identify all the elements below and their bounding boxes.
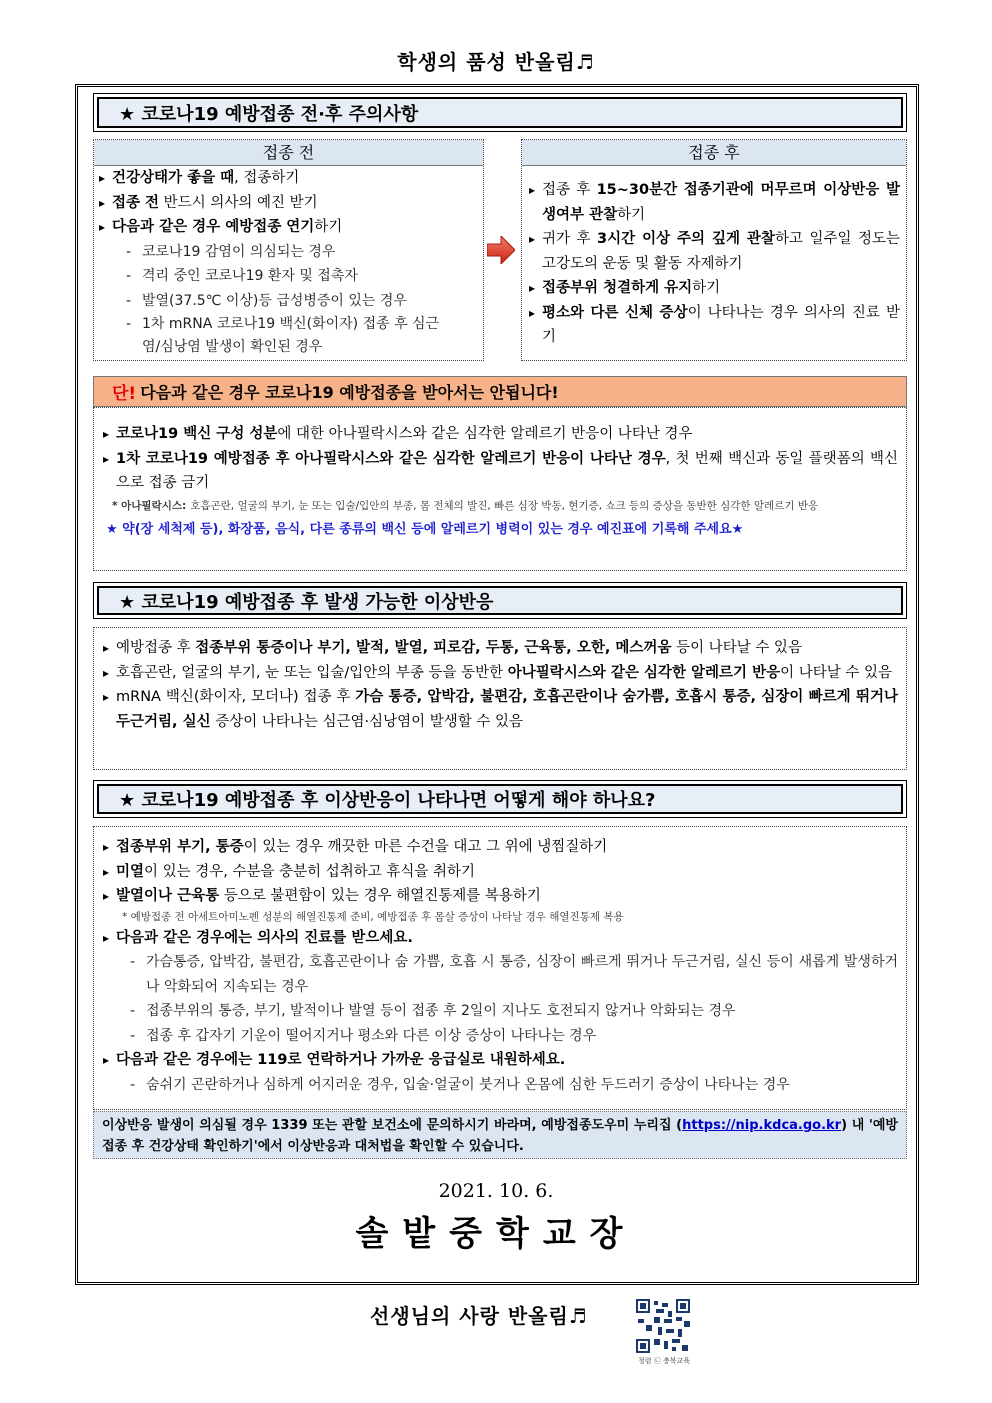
contact-info: 이상반응 발생이 의심될 경우 1339 또는 관할 보건소에 문의하시기 바라며, 예방접종도우미 누리집 (https://nip.kdca.go.kr) 내 '예방접종 후 건강상태 확인하기'에서 이상반응과 대처법을 확인할 수 있습니다.: [93, 1111, 907, 1159]
antipyretic-note: * 예방접종 전 아세트아미노펜 성분의 해열진통제 준비, 예방접종 후 몸살 증상이 나타날 경우 해열진통제 복용: [122, 910, 624, 923]
doctor-item-1: - 가슴통증, 압박감, 불편감, 호흡곤란이나 숨 가쁨, 호흡 시 통증, 심장이 빠르게 뛰거나 두근거림, 실신 등이 새롭게 발생하거나 악화되어 지속되는 경우: [102, 950, 898, 999]
section1-header: [93, 93, 907, 132]
before-item-2: ▸ 접종 전 반드시 의사의 예진 받기: [98, 191, 479, 216]
anaphylaxis-note: * 아나필락시스: 호흡곤란, 얼굴의 부기, 눈 또는 입술/입안의 부종, 몸 전체의 발진, 빠른 심장 박동, 현기증, 쇼크 등의 증상을 동반한 심각한 알레르기 반응: [112, 499, 819, 512]
emergency-item-1: - 숨쉬기 곤란하거나 심하게 어지러운 경우, 입술·얼굴이 붓거나 온몸에 심한 두드러기 증상이 나타나는 경우: [102, 1073, 898, 1098]
warning-title: 다음과 같은 경우 코로나19 예방접종을 받아서는 안됩니다!: [140, 383, 559, 402]
warning-prefix: 단!: [112, 384, 137, 404]
side-effect-item-1: ▸ 예방접종 후 접종부위 통증이나 부기, 발적, 발열, 피로감, 두통, 근육통, 오한, 메스꺼움 등이 나타날 수 있음: [102, 636, 898, 661]
before-dash-3: - 발열(37.5℃ 이상)등 급성병증이 있는 경우: [98, 289, 479, 314]
response-box: [93, 826, 907, 1110]
section3-header: [93, 780, 907, 818]
after-item-1: ▸ 접종 후 15~30분간 접종기관에 머무르며 이상반응 발생여부 관찰하기: [528, 178, 900, 227]
doctor-item-2: - 접종부위의 통증, 부기, 발적이나 발열 등이 접종 후 2일이 지나도 호전되지 않거나 악화되는 경우: [102, 999, 898, 1024]
arrow-right-icon: [487, 236, 515, 264]
response-item-1: ▸ 접종부위 부기, 통증이 있는 경우 깨끗한 마른 수건을 대고 그 위에 냉찜질하기: [102, 835, 898, 860]
before-title: 접종 전: [94, 140, 483, 166]
qr-code-icon[interactable]: [634, 1297, 692, 1355]
before-item-1: ▸ 건강상태가 좋을 때, 접종하기: [98, 166, 479, 191]
before-dash-1: - 코로나19 감염이 의심되는 경우: [98, 240, 479, 265]
side-effects-box: [93, 627, 907, 770]
response-item-2: ▸ 미열이 있는 경우, 수분을 충분히 섭취하고 휴식을 취하기: [102, 860, 898, 885]
warning-item-2: ▸ 1차 코로나19 예방접종 후 아나필락시스와 같은 심각한 알레르기 반응이 나타난 경우, 첫 번째 백신과 동일 플랫폼의 백신으로 접종 금기: [102, 447, 898, 496]
section2-title: ★ 코로나19 예방접종 후 발생 가능한 이상반응: [97, 586, 903, 615]
kdca-link[interactable]: https://nip.kdca.go.kr: [682, 1118, 842, 1133]
warning-box: [93, 407, 907, 571]
before-box: [93, 139, 484, 361]
emergency-title: ▸ 다음과 같은 경우에는 119로 연락하거나 가까운 응급실로 내원하세요.: [102, 1048, 898, 1073]
principal-signature: 솔밭중학교장: [355, 1214, 637, 1254]
after-box: [521, 139, 907, 361]
section1-title: ★ 코로나19 예방접종 전·후 주의사항: [97, 97, 903, 128]
after-item-2: ▸ 귀가 후 3시간 이상 주의 깊게 관찰하고 일주일 정도는 고강도의 운동 및 활동 자제하기: [528, 227, 900, 276]
doctor-item-3: - 접종 후 갑자기 기운이 떨어지거나 평소와 다른 이상 증상이 나타나는 경우: [102, 1024, 898, 1049]
warning-header: [93, 376, 907, 407]
before-dash-2: - 격리 중인 코로나19 환자 및 접촉자: [98, 264, 479, 289]
before-item-3: ▸ 다음과 같은 경우 예방접종 연기하기: [98, 215, 479, 240]
doctor-visit-title: ▸ 다음과 같은 경우에는 의사의 진료를 받으세요.: [102, 926, 898, 951]
top-slogan: 학생의 품성 반올림♬: [397, 50, 595, 74]
warning-item-1: ▸ 코로나19 백신 구성 성분에 대한 아나필락시스와 같은 심각한 알레르기 반응이 나타난 경우: [102, 422, 898, 447]
before-dash-4: - 1차 mRNA 코로나19 백신(화이자) 접종 후 심근염/심낭염 발생이 확인된 경우: [98, 313, 479, 359]
after-item-4: ▸ 평소와 다른 신체 증상이 나타나는 경우 의사의 진료 받기: [528, 301, 900, 350]
logo-caption: 청렴 ㉡ 충북교육: [637, 1357, 691, 1365]
response-item-3: ▸ 발열이나 근육통 등으로 불편함이 있는 경우 해열진통제를 복용하기: [102, 884, 898, 909]
side-effect-item-3: ▸ mRNA 백신(화이자, 모더나) 접종 후 가슴 통증, 압박감, 불편감, 호흡곤란이나 숨가쁨, 호흡시 통증, 심장이 빠르게 뛰거나 두근거림, 실신 증상이 나타나는 심근염·심낭염이 발생할 수 있음: [102, 685, 898, 734]
bottom-slogan: 선생님의 사랑 반올림♬: [370, 1304, 588, 1328]
section2-header: [93, 582, 907, 619]
after-title: 접종 후: [522, 140, 906, 166]
allergy-history-notice: ★ 약(장 세척제 등), 화장품, 음식, 다른 종류의 백신 등에 알레르기 병력이 있는 경우 예진표에 기록해 주세요★: [106, 521, 744, 537]
section3-title: ★ 코로나19 예방접종 후 이상반응이 나타나면 어떻게 해야 하나요?: [97, 784, 903, 814]
side-effect-item-2: ▸ 호흡곤란, 얼굴의 부기, 눈 또는 입술/입안의 부종 등을 동반한 아나필락시스와 같은 심각한 알레르기 반응이 나타날 수 있음: [102, 661, 898, 686]
after-item-3: ▸ 접종부위 청결하게 유지하기: [528, 276, 900, 301]
issue-date: 2021. 10. 6.: [438, 1180, 554, 1202]
